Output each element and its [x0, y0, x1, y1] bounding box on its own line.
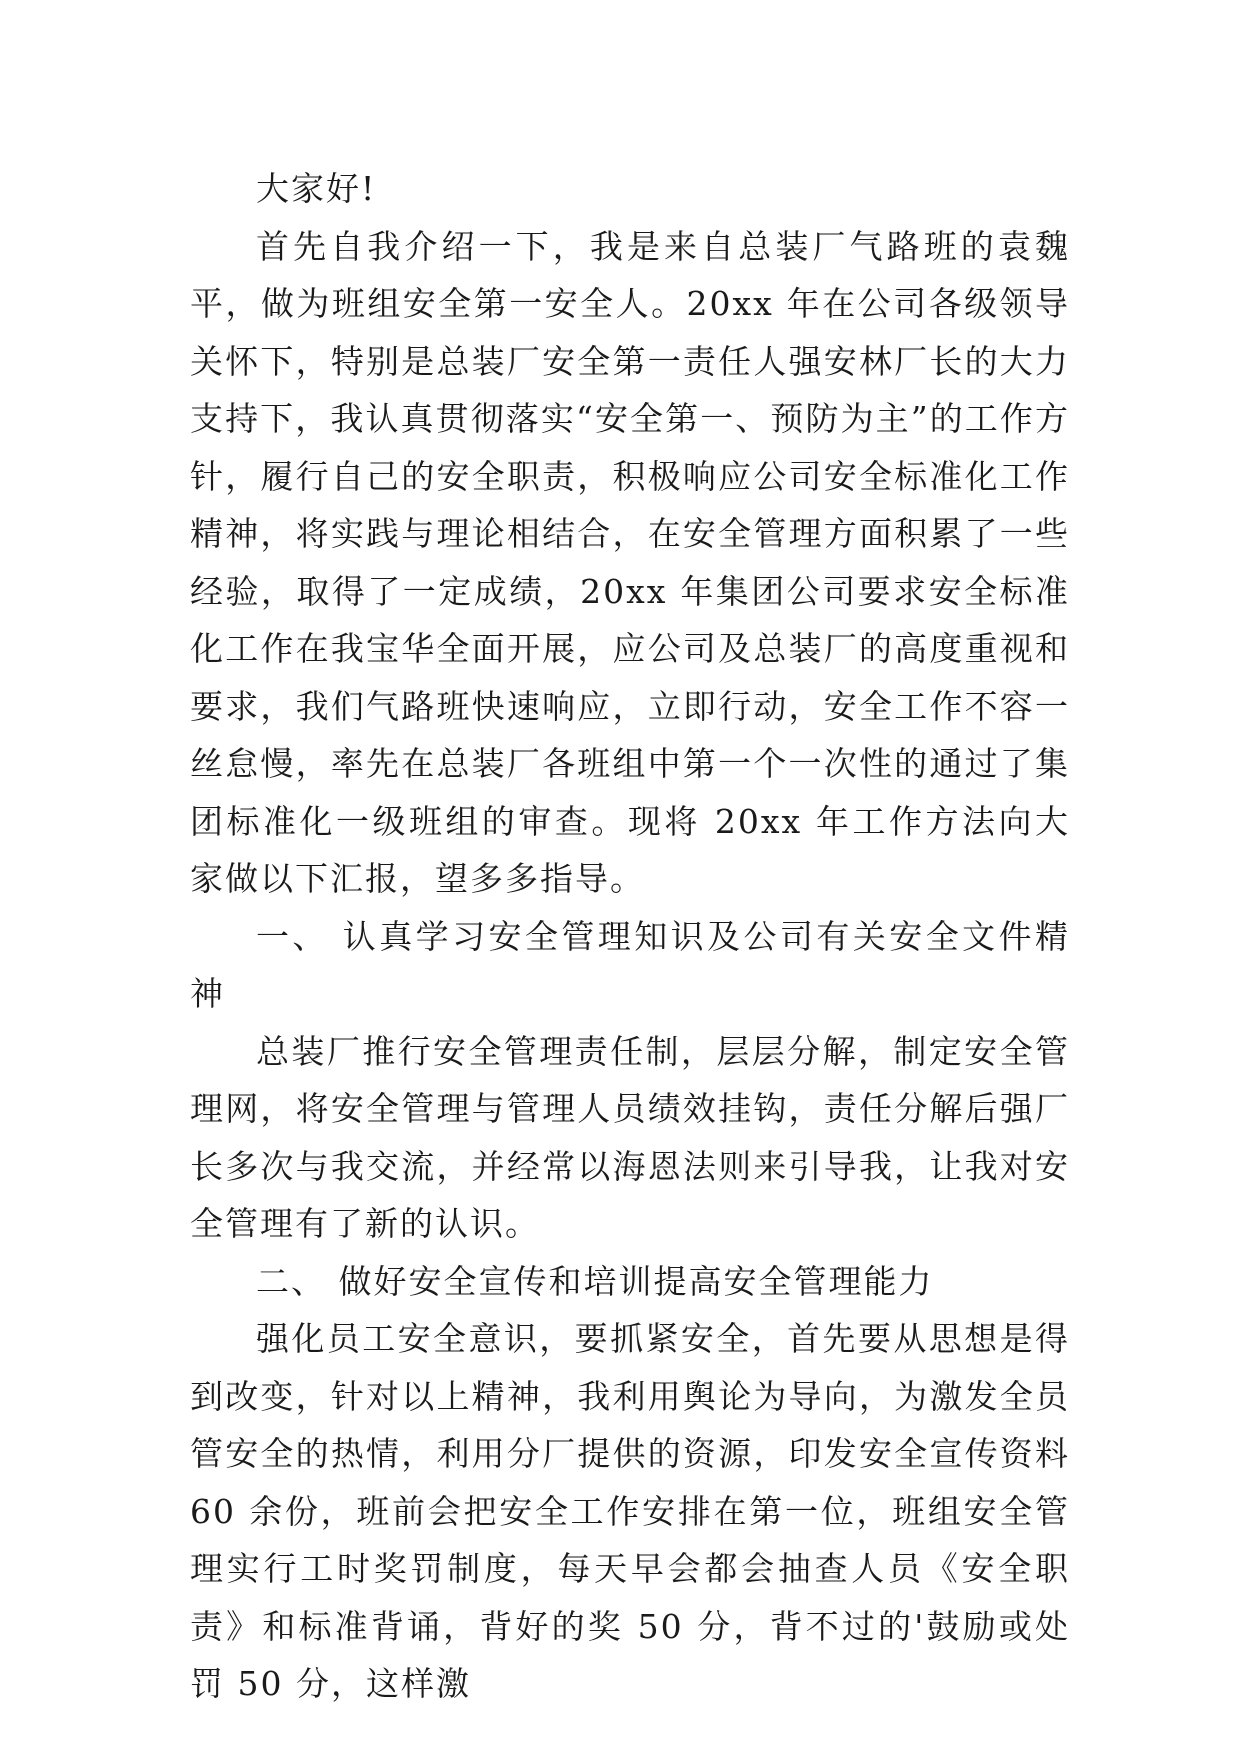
intro-paragraph: 首先自我介绍一下，我是来自总装厂气路班的袁魏平，做为班组安全第一安全人。20xx 年在公司各级领导关怀下，特别是总装厂安全第一责任人强安林厂长的大力支持下，我认真贯彻落实“安全第一、预防为主”的工作方针，履行自己的安全职责，积极响应公司安全标准化工作精神，将实践与理论相结合，在安全管理方面积累了一些经验，取得了一定成绩，20xx 年集团公司要求安全标准化工作在我宝华全面开展，应公司及总装厂的高度重视和要求，我们气路班快速响应，立即行动，安全工作不容一丝怠慢，率先在总装厂各班组中第一个一次性的通过了集团标准化一级班组的审查。现将 20xx 年工作方法向大家做以下汇报，望多多指导。	[190, 226, 1070, 898]
section-1-title: 一、 认真学习安全管理知识及公司有关安全文件精神	[190, 916, 1070, 1013]
section-1-body: 总装厂推行安全管理责任制，层层分解，制定安全管理网，将安全管理与管理人员绩效挂钩，责任分解后强厂长多次与我交流，并经常以海恩法则来引导我，让我对安全管理有了新的认识。	[190, 1031, 1070, 1243]
greeting: 大家好!	[256, 169, 377, 208]
section-2-body: 强化员工安全意识，要抓紧安全，首先要从思想是得到改变，针对以上精神，我利用舆论为导向，为激发全员管安全的热情，利用分厂提供的资源，印发安全宣传资料 60 余份，班前会把安全工作安排在第一位，班组安全管理实行工时奖罚制度，每天早会都会抽查人员《安全职责》和标准背诵，背好的奖 50 分，背不过的'鼓励或处罚 50 分，这样激	[190, 1319, 1070, 1703]
document-body	[190, 160, 1070, 1713]
section-2-title: 二、 做好安全宣传和培训提高安全管理能力	[256, 1261, 934, 1301]
